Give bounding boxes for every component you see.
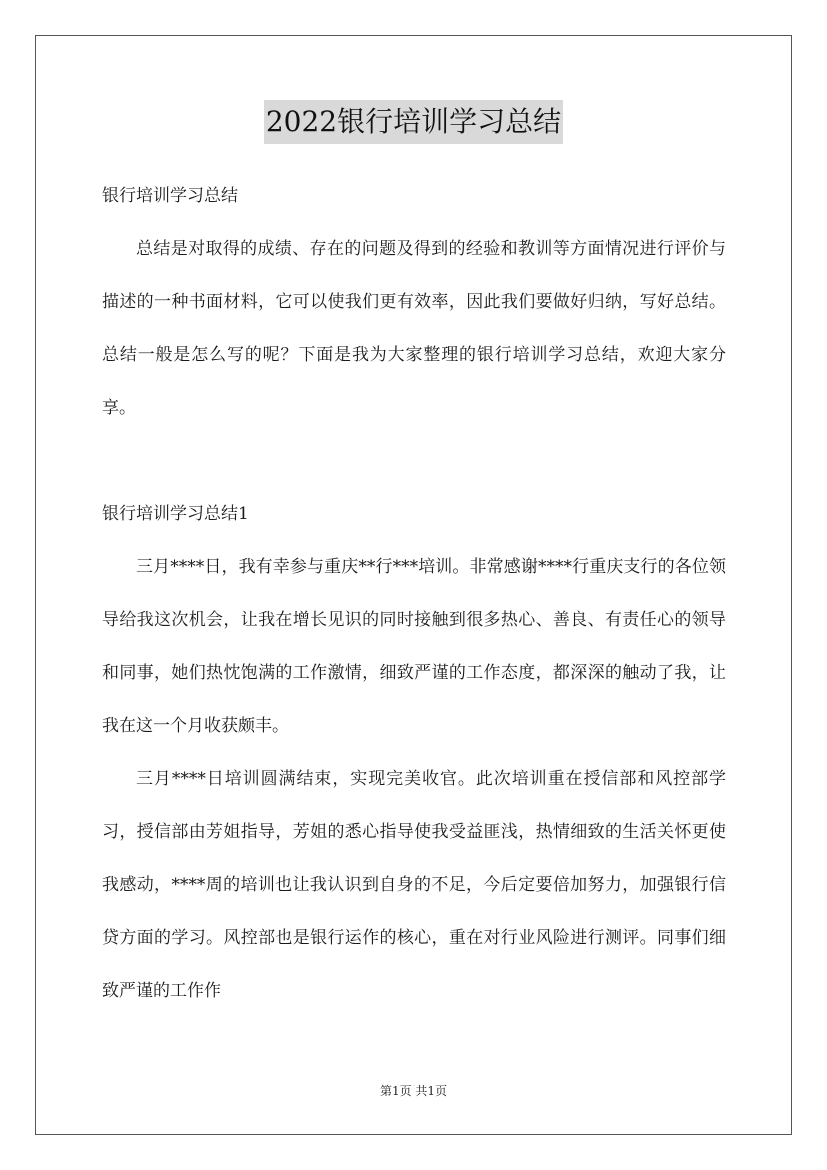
title-container [0,100,827,144]
body-paragraph-1: 三月****日，我有幸参与重庆**行***培训。非常感谢****行重庆支行的各位领导给我这次机会，让我在增长见识的同时接触到很多热心、善良、有责任心的领导和同事，她们热忱饱满的工作激情，细致严谨的工作态度，都深深的触动了我，让我在这一个月收获颇丰。 [102,557,726,736]
page-footer: 第1页 共1页 [379,1084,448,1098]
document-body [102,170,726,1018]
document-title: 2022银行培训学习总结 [264,100,563,144]
body-paragraph-2: 三月****日培训圆满结束，实现完美收官。此次培训重在授信部和风控部学习，授信部由芳姐指导，芳姐的悉心指导使我受益匪浅，热情细致的生活关怀更使我感动，****周的培训也让我认识到自身的不足，今后定要倍加努力，加强银行信贷方面的学习。风控部也是银行运作的核心，重在对行业风险进行测评。同事们细致严谨的工作作 [102,769,726,1001]
intro-paragraph: 总结是对取得的成绩、存在的问题及得到的经验和教训等方面情况进行评价与描述的一种书面材料，它可以使我们更有效率，因此我们要做好归纳，写好总结。总结一般是怎么写的呢？下面是我为大家整理的银行培训学习总结，欢迎大家分享。 [102,239,726,418]
blank-line [102,435,726,488]
section-heading-1: 银行培训学习总结1 [102,504,249,524]
section-heading-intro: 银行培训学习总结 [102,186,238,206]
